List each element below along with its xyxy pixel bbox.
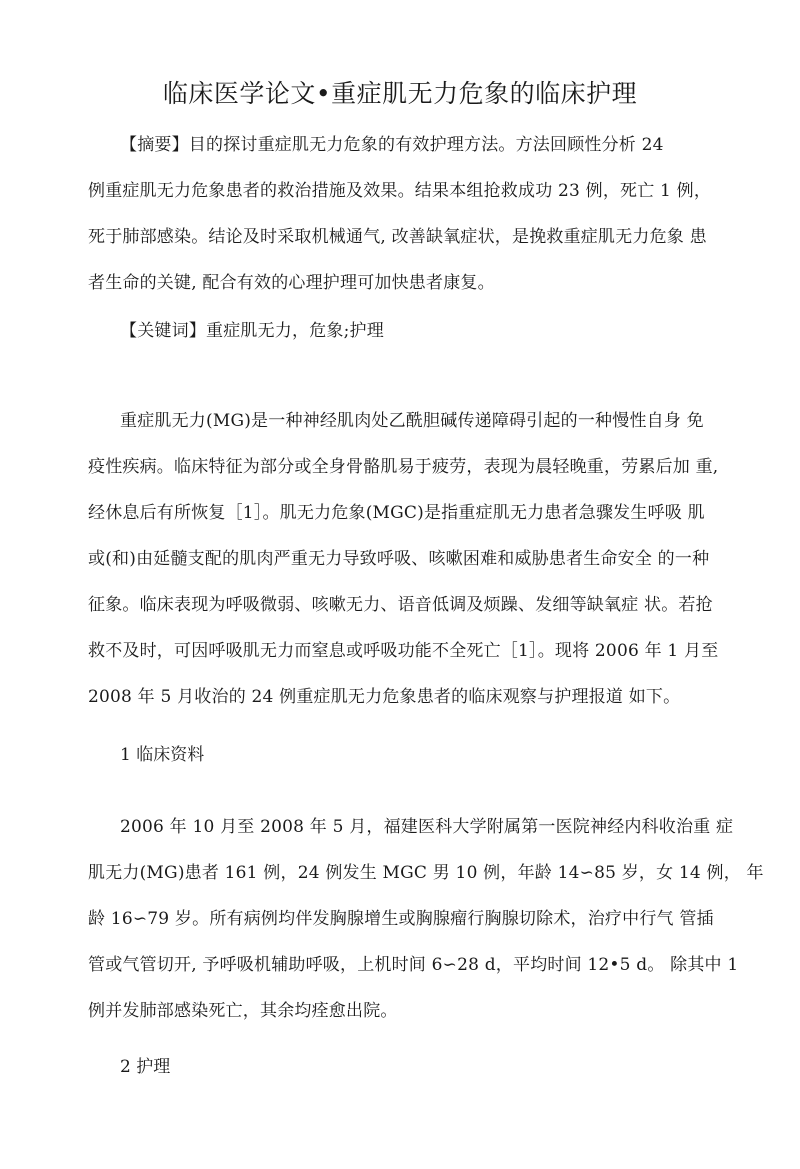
section1-line: 龄 16∽79 岁。所有病例均伴发胸腺增生或胸腺瘤行胸腺切除术，治疗中行气 管插	[88, 909, 714, 929]
keywords-line: 【关键词】重症肌无力，危象;护理	[120, 321, 384, 341]
intro-line: 经休息后有所恢复［1］。肌无力危象(MGC)是指重症肌无力患者急骤发生呼吸 肌	[88, 503, 705, 523]
section1-line: 例并发肺部感染死亡，其余均痊愈出院。	[88, 1001, 398, 1021]
intro-line: 2008 年 5 月收治的 24 例重症肌无力危象患者的临床观察与护理报道 如下。	[88, 687, 681, 707]
section1-line: 肌无力(MG)患者 161 例，24 例发生 MGC 男 10 例，年龄 14∽85 岁，女 14 例， 年	[88, 863, 764, 883]
document-title: 临床医学论文•重症肌无力危象的临床护理	[162, 79, 638, 108]
section-heading: 2 护理	[120, 1057, 171, 1077]
intro-line: 救不及时，可因呼吸肌无力而窒息或呼吸功能不全死亡［1］。现将 2006 年 1 月至	[88, 641, 719, 661]
intro-line: 或(和)由延髓支配的肌肉严重无力导致呼吸、咳嗽困难和威胁患者生命安全 的一种	[88, 549, 710, 569]
abstract-line: 者生命的关键, 配合有效的心理护理可加快患者康复。	[88, 273, 495, 293]
section1-line: 管或气管切开, 予呼吸机辅助呼吸，上机时间 6∽28 d，平均时间 12•5 d。 除其中 1	[88, 955, 739, 975]
abstract-line: 【摘要】目的探讨重症肌无力危象的有效护理方法。方法回顾性分析 24	[120, 135, 664, 155]
intro-line: 征象。临床表现为呼吸微弱、咳嗽无力、语音低调及烦躁、发细等缺氧症 状。若抢	[88, 595, 713, 615]
abstract-line: 例重症肌无力危象患者的救治措施及效果。结果本组抢救成功 23 例，死亡 1 例，	[88, 181, 712, 201]
section-heading: 1 临床资料	[120, 745, 205, 765]
intro-line: 疫性疾病。临床特征为部分或全身骨骼肌易于疲劳，表现为晨轻晚重，劳累后加 重,	[88, 457, 719, 477]
section1-line: 2006 年 10 月至 2008 年 5 月，福建医科大学附属第一医院神经内科收治重 症	[120, 817, 734, 837]
abstract-line: 死于肺部感染。结论及时采取机械通气, 改善缺氧症状，是挽救重症肌无力危象 患	[88, 227, 707, 247]
intro-line: 重症肌无力(MG)是一种神经肌肉处乙酰胆碱传递障碍引起的一种慢性自身 免	[120, 411, 704, 431]
